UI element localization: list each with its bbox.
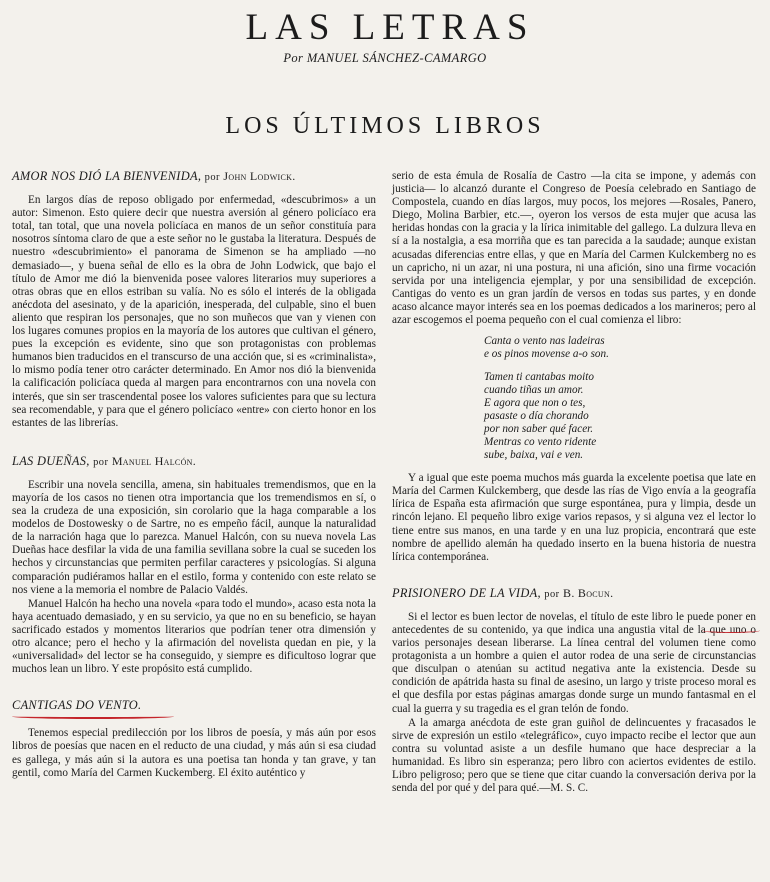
page-title: LAS LETRAS <box>245 7 535 48</box>
article-title: PRISIONERO DE LA VIDA, <box>392 585 541 600</box>
article-author: Manuel Halcón. <box>111 453 197 468</box>
article-by: por <box>93 456 109 468</box>
poem-line: E agora que non o tes, <box>484 397 586 410</box>
article-heading-cantigas <box>12 699 376 712</box>
poem-stanza <box>484 371 756 462</box>
poem <box>484 335 756 462</box>
article-title: AMOR NOS DIÓ LA BIENVENIDA, <box>12 169 202 183</box>
poem-line: Canta o vento nas ladeiras <box>484 335 605 348</box>
article-heading-prisionero <box>392 587 756 601</box>
masthead <box>0 8 770 66</box>
article-paragraph: Manuel Halcón ha hecho una novela «para todo el mundo», acaso esta nota la haya acentuado demasiado, y en su servicio, ya que no en su beneficio, se hayan sacrificado estados y momentos literarios que podrían tener otra dimensión y otro alcance; pero el hecho y la afirmación del novelista quedan en pie, y la «universalidad» del lector se ha conseguido, y siempre es dificultoso lograr que muchos lean un libro. Y este propósito está cumplido. <box>12 597 376 676</box>
article-paragraph: serio de esta émula de Rosalía de Castro —la cita se impone, y además con justicia— lo alcanzó durante el Congreso de Poesía celebrado en Santiago de Compostela, cuando en días largos, muy pocos, los mejores —Rosales, Panero, Diego, Molina Barbier, etc.—, oyeron los versos de esta mujer que acusa las heridas hondas con la gracia y la lírica inimitable del gallego. La dulzura lleva en sí a la nostalgia, a esa morriña que es tan parecida a la saudade; aunque existan acusadas diferencias entre ellas, y que en María del Carmen Kulckemberg no es un capricho, ni un azar, ni una postura, ni una afición, sino una firme vocación servida por una inteligencia ejemplar, y por una sensibilidad de excepción. Cantigas do vento es un gran jardín de versos en todas sus partes, y en donde acaso alcance mayor interés sea en los poemas dedicados a los marineros; pero al azar escogemos el poema pequeño con el cual comienza el libro: <box>392 170 756 327</box>
right-column <box>392 170 756 796</box>
poem-line: sube, baixa, vai e ven. <box>484 449 584 462</box>
byline: Por MANUEL SÁNCHEZ-CAMARGO <box>283 51 487 65</box>
poem-stanza <box>484 335 756 361</box>
red-pencil-mark <box>702 628 760 633</box>
poem-line: e os pinos movense a-o son. <box>484 348 609 361</box>
red-pencil-underline <box>12 714 174 719</box>
article-heading-duenas <box>12 455 376 469</box>
article-paragraph: Escribir una novela sencilla, amena, sin habituales tremendismos, que en la mayoría de los casos no tienen otra importancia que los tremendismos en sí, o sea la crudeza de una exposición, sin corolario que la haga comparable a los modelos de Dostowesky o de Sartre, no es empeño fácil, aunque la naturalidad de la narración haga que lo parezca. Manuel Halcón, con su nueva novela Las Dueñas hace desfilar la vida de una familia sevillana sobre la cual se suceden los hechos y circunstancias que permiten perfilar caracteres y psicologías. Si alguna comparación pudiéramos hallar en el estilo, forma y contenido con este relato se nos viene a la memoria el nombre de Palacio Valdés. <box>12 478 376 596</box>
article-title: CANTIGAS DO VENTO. <box>12 698 142 713</box>
article-by: por <box>544 588 560 600</box>
poem-line: Mentras co vento ridente <box>484 436 597 449</box>
article-paragraph: Si el lector es buen lector de novelas, el título de este libro le puede poner en antecedentes de su contenido, ya que indica una angustia vital de la que uno o varios personajes desean liberarse. La línea central del volumen tiene como protagonista a un hombre a quien el autor rodea de una serie de circunstancias que disculpan o atenúan su actitud negativa ante la existencia. Desde su condición de apátrida hasta su final de asesino, un largo y triste proceso moral es el que desfila por estas páginas amargas donde surge un mundo fantasmal en el cual la guerra y su tragedia es el gran telón de fondo. <box>392 610 756 715</box>
article-author: John Lodwick. <box>223 169 296 183</box>
article-heading-amor <box>12 170 376 184</box>
left-column <box>12 170 376 781</box>
poem-line: pasaste o día chorando <box>484 410 589 423</box>
article-paragraph: A la amarga anécdota de este gran guiñol de delincuentes y fracasados le sirve de expresión un estilo «telegráfico», cuyo impacto recibe el lector que aun contra su voluntad asiste a un desfile humano que hace despreciar a la humanidad. Es libro sin esperanza; pero libro con aciertos evidentes de estilo. Libro peligroso; pero que se tiene que citar cuando la conversación deriva por la senda del por qué y del para qué.—M. S. C. <box>392 716 756 795</box>
article-paragraph: Y a igual que este poema muchos más guarda la excelente poetisa que late en María del Carmen Kulckemberg, que desde las rías de Vigo envía a la geografía lírica de España esta afirmación que surge espontánea, pura y limpia, desde un rincón lejano. El pequeño libro exige varios repasos, y si alguna vez el lector lo tiene entre sus manos, en una tarde y en una luz propicia, encontrará que este nombre de apellido alemán ha quedado inserto en la buena historia de nuestra lírica contemporánea. <box>392 472 756 563</box>
article-author: B. Bocun. <box>563 585 614 600</box>
article-paragraph: Tenemos especial predilección por los libros de poesía, y más aún por esos libros de poesías que nacen en el reducto de una ciudad, y más aún si esa ciudad es gallega, y más aún si la autora es una poetisa tan honda y tan grave, y tan gentil, como María del Carmen Kuckemberg. El éxito auténtico y <box>12 727 376 779</box>
poem-line: por non saber qué facer. <box>484 423 594 436</box>
article-title: LAS DUEÑAS, <box>12 453 90 468</box>
poem-line: cuando tiñas un amor. <box>484 384 584 397</box>
section-title: LOS ÚLTIMOS LIBROS <box>225 113 545 139</box>
article-by: por <box>204 172 220 183</box>
article-paragraph: En largos días de reposo obligado por enfermedad, «descubrimos» a un autor: Simenon. Esto quiere decir que nuestra aversión al género policíaco era total, tan total, que una novela policíaca en manos de un señor constituía para nosotros síntoma claro de que a este señor no le gustaba la literatura. Después de nuestro «descubrimiento» el panorama de Simenon se ha ampliado —no demasiado—, y buena señal de ello es la obra de John Lodwick, que bajo el título de Amor me dió la bienvenida posee valores literarios muy superiores a otras obras que en ellos estriban su valía. No es sólo el interés de la obligada anécdota del asesinato, y de la aparición, inesperada, del culpable, sino el buen aliento que respiran los personajes, que no son muñecos que van y vienen con los lugares comunes propios en la mayoría de los autores que cultivan el género, pues la excepción es evidente, sino que son protagonistas con problemas humanos bien traducidos en el transcurso de una acción que, si es «criminalista», lo mismo podía tener otro carácter determinado. En Amor nos dió la bienvenida la calificación policíaca queda al margen para encontrarnos con una novela con interés, que sin ser trascendental posee los valores suficientes para que su lectura sea recomendable, y para que el género policíaco «entre» con cierto honor en los estantes de las librerías. <box>12 194 376 429</box>
poem-line: Tamen ti cantabas moito <box>484 371 594 384</box>
